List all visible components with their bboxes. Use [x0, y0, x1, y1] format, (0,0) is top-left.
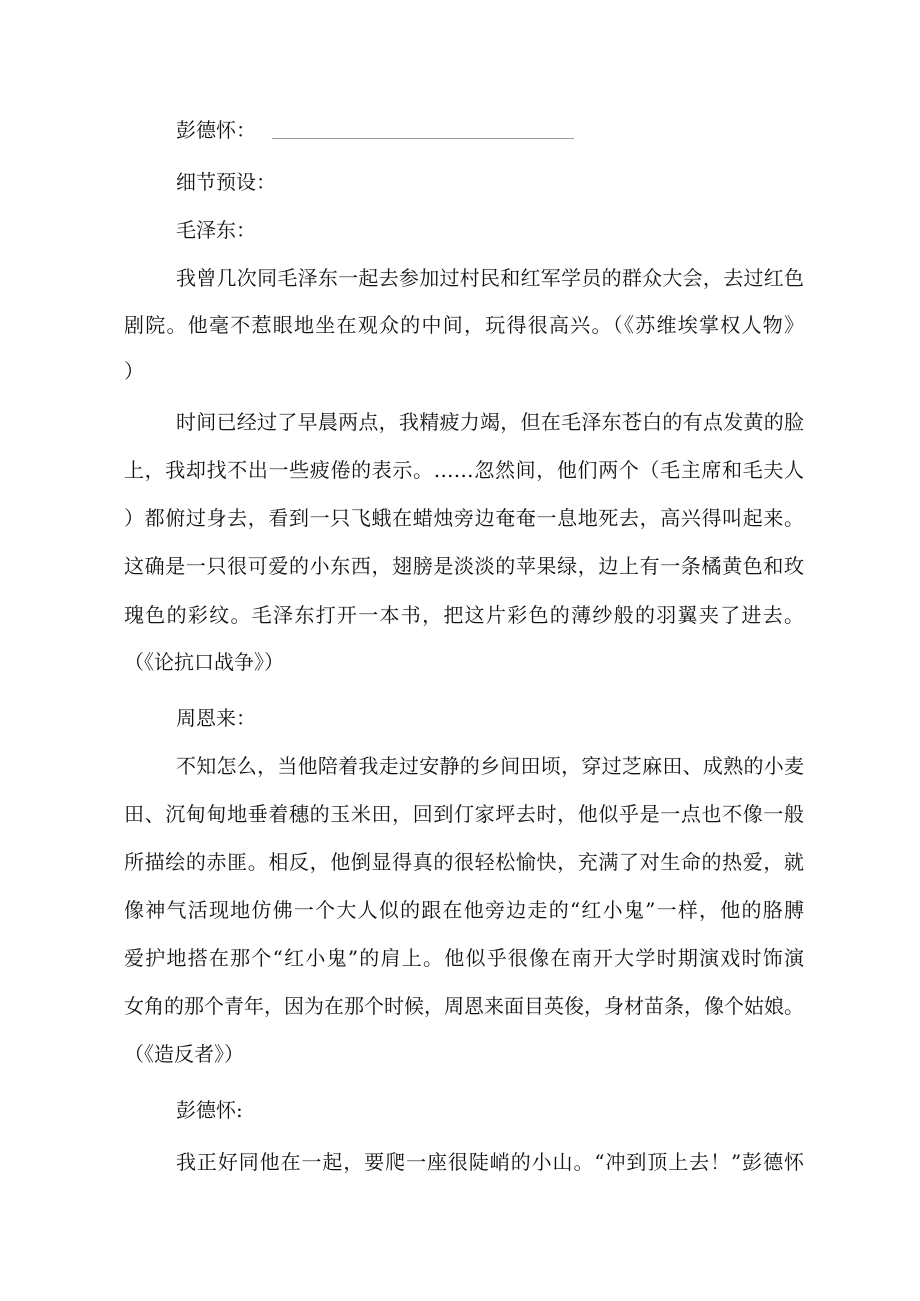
paragraph-line: 像神气活现地仿佛一个大人似的跟在他旁边走的“红小鬼”一样，他的胳膊: [124, 898, 804, 922]
paragraph-line: （《论抗口战争》）: [124, 650, 284, 674]
paragraph-line: 爱护地搭在那个“红小鬼”的肩上。他似乎很像在南开大学时期演戏时饰演: [124, 946, 804, 970]
paragraph-line: ）: [124, 359, 144, 383]
paragraph-line: 不知怎么，当他陪着我走过安静的乡间田顷，穿过芝麻田、成熟的小麦: [176, 754, 804, 778]
paragraph-line: 田、沉甸甸地垂着穗的玉米田，回到仃家坪去时，他似乎是一点也不像一般: [124, 802, 804, 826]
peng-dehuai-blank-line: [176, 118, 804, 142]
detail-preset-heading: 细节预设：: [176, 170, 276, 194]
peng-dehuai-label: 彭德怀：: [176, 118, 256, 142]
paragraph-line: 我曾几次同毛泽东一起去参加过村民和红军学员的群众大会，去过红色: [176, 266, 804, 290]
paragraph-line: 我正好同他在一起，要爬一座很陡峭的小山。“冲到顶上去！”彭德怀: [176, 1150, 804, 1174]
zhou-enlai-heading: 周恩来：: [176, 706, 256, 730]
paragraph-line: 女角的那个青年，因为在那个时候，周恩来面目英俊，身材苗条，像个姑娘。: [124, 994, 804, 1018]
peng-dehuai-heading: 彭德怀:: [176, 1098, 243, 1122]
paragraph-line: 所描绘的赤匪。相反，他倒显得真的很轻松愉快，充满了对生命的热爱，就: [124, 850, 804, 874]
paragraph-line: 上，我却找不出一些疲倦的表示。……忽然间，他们两个（毛主席和毛夫人: [124, 458, 804, 482]
mao-zedong-heading: 毛泽东：: [176, 218, 256, 242]
paragraph-line: 瑰色的彩纹。毛泽东打开一本书，把这片彩色的薄纱般的羽翼夹了进去。: [124, 603, 804, 627]
paragraph-line: ）都俯过身去，看到一只飞蛾在蜡烛旁边奄奄一息地死去，高兴得叫起来。: [124, 506, 804, 530]
paragraph-line: （《造反者》）: [124, 1042, 244, 1066]
fill-in-blank: [272, 137, 574, 139]
paragraph-line: 这确是一只很可爱的小东西，翅膀是淡淡的苹果绿，边上有一条橘黄色和玫: [124, 554, 804, 578]
paragraph-line: 剧院。他毫不惹眼地坐在观众的中间，玩得很高兴。（《苏维埃掌权人物》: [124, 313, 804, 337]
paragraph-line: 时间已经过了早晨两点，我精疲力竭，但在毛泽东苍白的有点发黄的脸: [176, 410, 804, 434]
